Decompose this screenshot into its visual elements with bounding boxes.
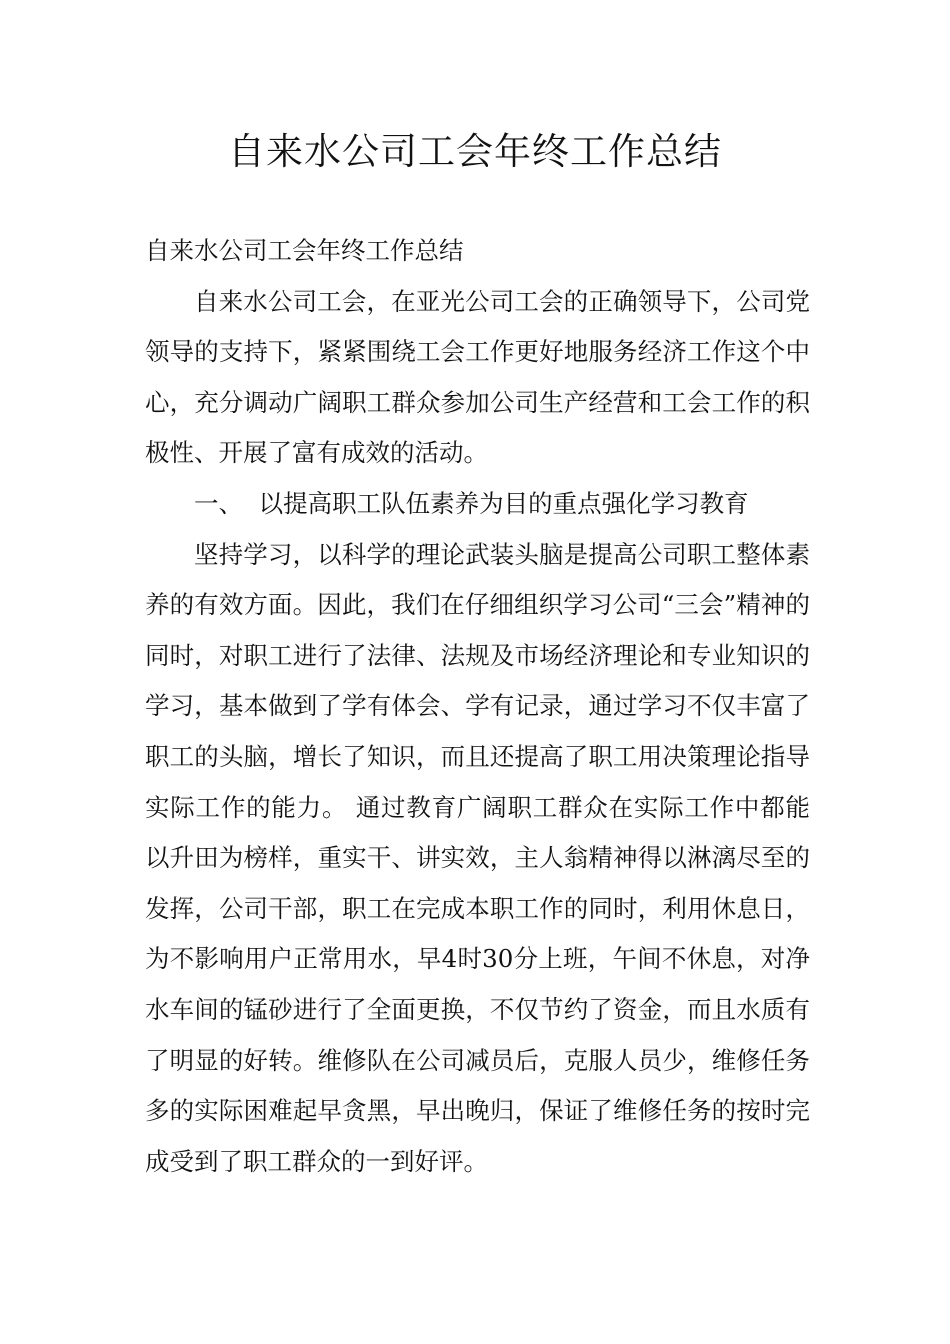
paragraph-study: 坚持学习，以科学的理论武装头脑是提高公司职工整体素养的有效方面。因此，我们在仔细组织学习公司“三会”精神的同时，对职工进行了法律、法规及市场经济理论和专业知识的学习，基本做到了学有体会、学有记录，通过学习不仅丰富了职工的头脑，增长了知识，而且还提高了职工用决策理论指导实际工作的能力。 通过教育广阔职工群众在实际工作中都能以升田为榜样，重实干、讲实效，主人翁精神得以淋漓尽至的发挥，公司干部，职工在完成本职工作的同时，利用休息日，为不影响用户正常用水，早4时30分上班，午间不休息，对净水车间的锰砂进行了全面更换，不仅节约了资金，而且水质有了明显的好转。维修队在公司减员后，克服人员少，维修任务多的实际困难起早贪黑，早出晚归，保证了维修任务的按时完成受到了职工群众的一到好评。 [145, 539, 810, 1176]
document-body [145, 226, 810, 1187]
section-heading-1: 一、 以提高职工队伍素养为目的重点强化学习教育 [194, 488, 749, 518]
paragraph-intro: 自来水公司工会，在亚光公司工会的正确领导下，公司党领导的支持下，紧紧围绕工会工作更好地服务经济工作这个中心，充分调动广阔职工群众参加公司生产经营和工会工作的积极性、开展了富有成效的活动。 [145, 286, 810, 468]
document-title: 自来水公司工会年终工作总结 [228, 130, 722, 173]
document-subtitle: 自来水公司工会年终工作总结 [145, 236, 464, 265]
